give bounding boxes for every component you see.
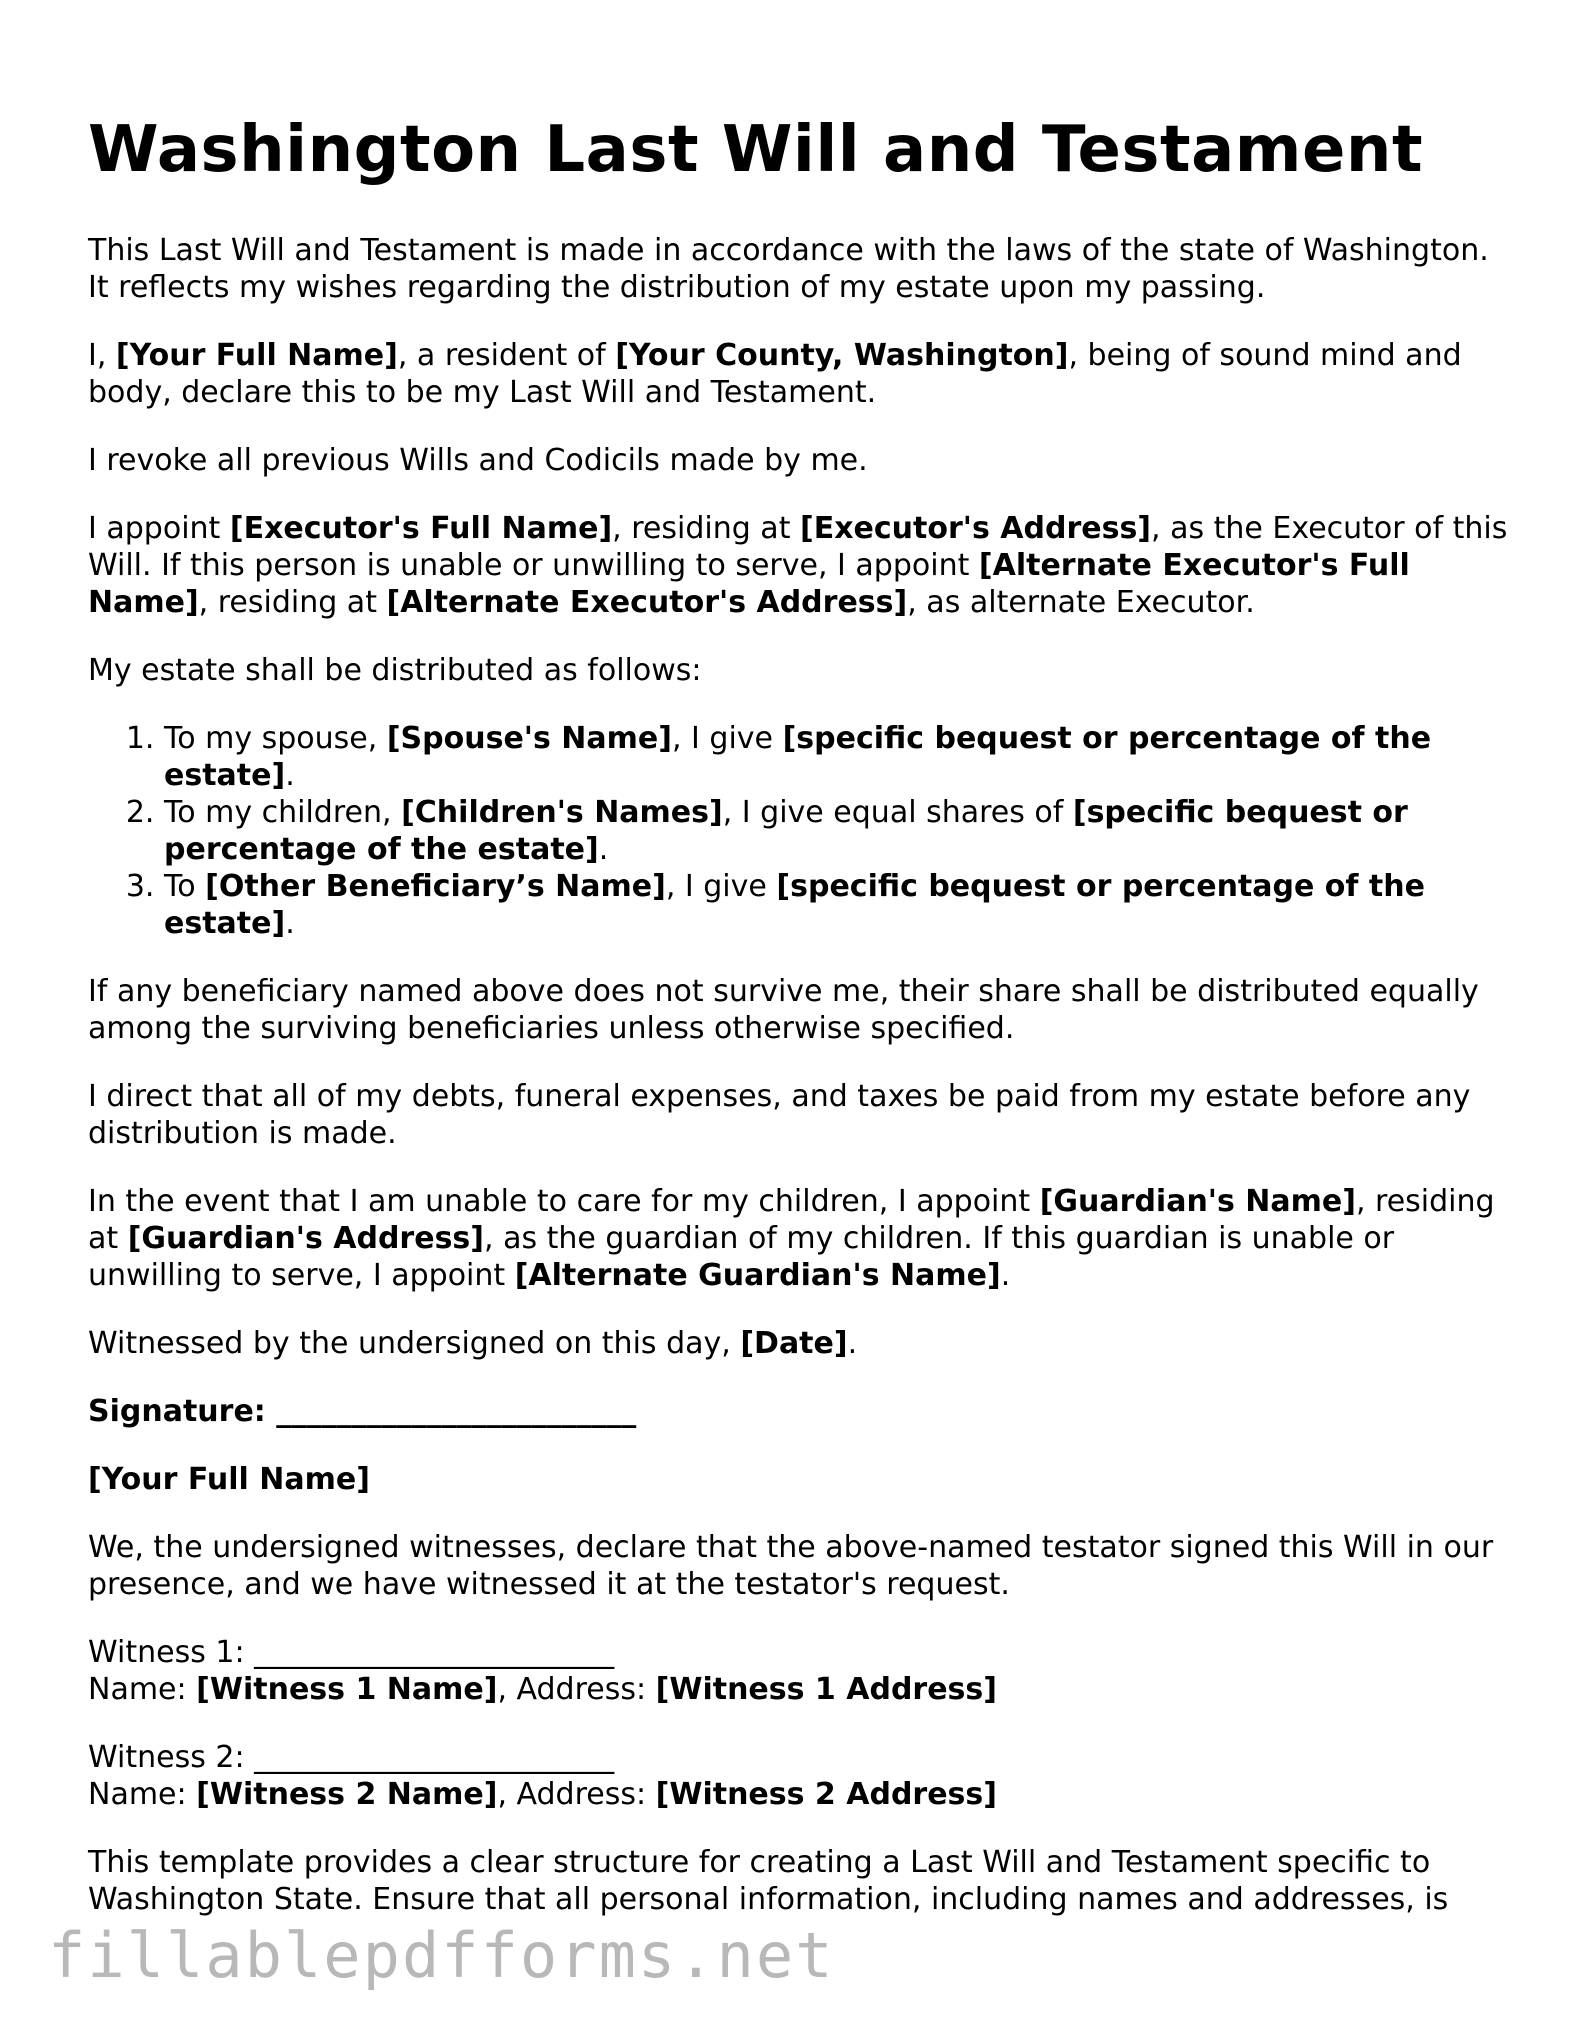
witness-name-placeholder: [Witness 2 Name] [196,1777,498,1812]
date-placeholder: [Date] [740,1326,848,1361]
signature-line [88,1393,1508,1430]
bequest-text-3: . [285,906,295,941]
witness-signature-line: Witness 2: ________________________ [88,1740,615,1775]
intro-paragraph: This Last Will and Testament is made in accordance with the laws of the state of Washington. It reflects my wishes regarding the distribution of my estate upon my passing. [88,233,1489,305]
will-document [88,112,1508,1949]
guardian-text-2: , residing at [88,1184,1495,1256]
guardian-text-4: . [1000,1258,1011,1293]
declaration-mid: , a resident of [397,338,616,373]
witness-signature-line: Witness 1: ________________________ [88,1635,615,1670]
bequest-text-2: , I give [671,721,783,756]
executor-text-4: , residing at [198,585,387,620]
witness-address-placeholder: [Witness 2 Address] [655,1777,997,1812]
bequest-text-3: . [598,832,609,867]
executor-address-placeholder: [Executor's Address] [800,511,1152,546]
document-title: Washington Last Will and Testament [88,113,1424,187]
executor-text-5: , as alternate Executor. [907,585,1255,620]
bequest-text-1: To [164,869,206,904]
bequest-list [88,720,1508,942]
signature-line-text: Signature: ________________________ [88,1394,637,1429]
executor-text-1: I appoint [88,511,230,546]
witnessed-text-2: . [847,1326,858,1361]
bequest-item [164,720,1508,794]
executor-name-placeholder: [Executor's Full Name] [229,511,613,546]
testator-name-placeholder: [Your Full Name] [115,338,398,373]
watermark: fillablepdfforms.net [48,1919,835,1992]
distribution-intro: My estate shall be distributed as follows: [88,653,702,688]
witness-address-label: , Address: [497,1777,656,1812]
alternate-executor-name-placeholder: [Alternate Executor's Full Name] [88,548,1410,620]
witness-address-placeholder: [Witness 1 Address] [655,1672,997,1707]
witness-block [88,1739,1508,1813]
executor-text-3: , as the Executor of this Will. If this person is unable or unwilling to serve, I appoint [88,511,1508,583]
guardian-name-placeholder: [Guardian's Name] [1039,1184,1356,1219]
signer-name [88,1461,1508,1498]
witness-block [88,1634,1508,1708]
witness-name-label: Name: [88,1672,197,1707]
witnessed-text-1: Witnessed by the undersigned on this day, [88,1326,741,1361]
beneficiary-placeholder: [Spouse's Name] [386,721,672,756]
beneficiary-placeholder: [Other Beneficiary’s Name] [205,869,666,904]
revocation-paragraph: I revoke all previous Wills and Codicils made by me. [88,443,868,478]
witness-name-label: Name: [88,1777,197,1812]
guardian-paragraph [88,1183,1508,1294]
bequest-placeholder: [specific bequest or percentage of the estate] [164,795,1408,867]
declaration-paragraph [88,337,1508,411]
bequest-placeholder: [specific bequest or percentage of the estate] [164,721,1432,793]
bequest-item [164,794,1508,868]
alternate-guardian-name-placeholder: [Alternate Guardian's Name] [514,1258,1001,1293]
witness-address-label: , Address: [497,1672,656,1707]
executor-paragraph [88,510,1508,621]
guardian-text-1: In the event that I am unable to care for my children, I appoint [88,1184,1040,1219]
guardian-text-3: , as the guardian of my children. If this guardian is unable or unwilling to serve, I appoint [88,1221,1395,1293]
debts-paragraph: I direct that all of my debts, funeral expenses, and taxes be paid from my estate before any distribution is made. [88,1079,1471,1151]
signer-name-placeholder: [Your Full Name] [88,1462,370,1497]
alternate-executor-address-placeholder: [Alternate Executor's Address] [386,585,908,620]
bequest-text-3: . [285,758,295,793]
witnessed-paragraph [88,1325,1508,1362]
bequest-item [164,868,1508,942]
survivorship-paragraph: If any beneficiary named above does not survive me, their share shall be distributed equally among the surviving beneficiaries unless otherwise specified. [88,974,1479,1046]
declaration-prefix: I, [88,338,116,373]
executor-text-2: , residing at [612,511,800,546]
closing-paragraph: This template provides a clear structure for creating a Last Will and Testament specific to Washington State. Ensure that all personal information, including names and addresses, is [88,1845,1449,1917]
witness-name-placeholder: [Witness 1 Name] [196,1672,498,1707]
county-placeholder: [Your County, Washington] [615,338,1069,373]
bequest-text-2: , I give [665,869,777,904]
guardian-address-placeholder: [Guardian's Address] [127,1221,484,1256]
bequest-text-2: , I give equal shares of [722,795,1073,830]
bequest-placeholder: [specific bequest or percentage of the estate] [164,869,1425,941]
declaration-suffix: , being of sound mind and body, declare this to be my Last Will and Testament. [88,338,1462,410]
bequest-text-1: To my children, [164,795,402,830]
bequest-text-1: To my spouse, [164,721,387,756]
beneficiary-placeholder: [Children's Names] [401,795,723,830]
witness-declaration: We, the undersigned witnesses, declare that the above-named testator signed this Will in our presence, and we have witnessed it at the testator's request. [88,1530,1494,1602]
